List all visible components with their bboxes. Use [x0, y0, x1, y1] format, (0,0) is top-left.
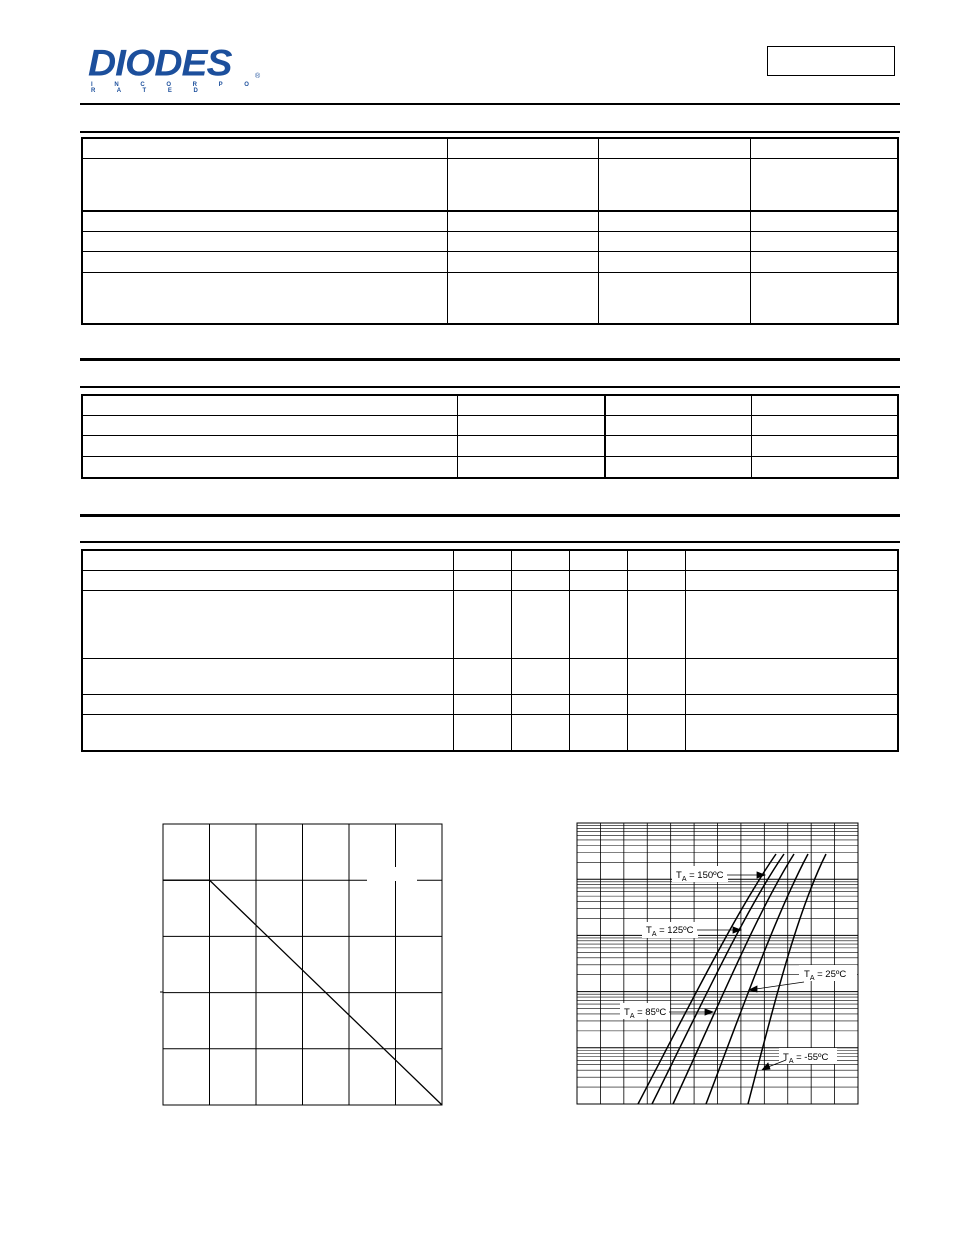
logo-wordmark: DIODES [88, 43, 232, 84]
table-row [83, 232, 898, 252]
table-cell [599, 252, 751, 273]
label-ta-85: $T_A$ = 85ºC [624, 1007, 667, 1020]
table-cell [570, 695, 628, 715]
table-cell [83, 551, 454, 571]
logo-subtext: I N C O R P O R A T E D [91, 82, 259, 94]
label-ta-minus55: $T_A$ = -55ºC [783, 1052, 829, 1065]
table-cell [83, 591, 454, 659]
table-cell [599, 232, 751, 252]
table-row [83, 436, 898, 457]
table-cell [512, 715, 570, 751]
logo-registered-mark: ® [255, 73, 261, 80]
table-cell [570, 715, 628, 751]
table-cell [605, 436, 752, 457]
derating-chart [160, 822, 445, 1108]
table-cell [512, 551, 570, 571]
table-cell [628, 695, 686, 715]
table-cell [599, 273, 751, 324]
diodes-logo [88, 43, 263, 94]
table-cell [454, 715, 512, 751]
table-cell [686, 591, 898, 659]
table-cell [751, 211, 898, 232]
table-cell [83, 436, 458, 457]
label-ta-125: $T_A$ = 125ºC [646, 925, 694, 938]
table-cell [686, 695, 898, 715]
table-row [83, 457, 898, 478]
table-cell [454, 591, 512, 659]
table-cell [83, 273, 448, 324]
table-cell [454, 659, 512, 695]
table-cell [628, 551, 686, 571]
label-ta-25: $T_A$ = 25ºC [804, 969, 847, 982]
section3-rule [80, 541, 900, 543]
table-row [83, 715, 898, 751]
table-cell [628, 659, 686, 695]
table-cell [83, 396, 458, 416]
table-cell [83, 211, 448, 232]
table-cell [512, 659, 570, 695]
table-row [83, 591, 898, 659]
section2-rule [80, 386, 900, 388]
table-cell [751, 139, 898, 159]
table-row [83, 659, 898, 695]
table-row [83, 273, 898, 324]
forward-characteristics-chart [576, 822, 861, 1106]
table-cell [752, 396, 898, 416]
table-cell [752, 416, 898, 436]
table-row [83, 416, 898, 436]
table-row [83, 695, 898, 715]
table-cell [628, 571, 686, 591]
table-cell [686, 659, 898, 695]
part-number-box [767, 46, 895, 76]
table-row [83, 139, 898, 159]
table-section2 [82, 395, 898, 478]
table-cell [454, 695, 512, 715]
section3-top-rule [80, 514, 900, 517]
label-ta-150: $T_A$ = 150ºC [676, 870, 724, 883]
table-cell [752, 436, 898, 457]
table-cell [570, 571, 628, 591]
table-cell [448, 211, 599, 232]
table-row [83, 159, 898, 211]
table-cell [448, 139, 599, 159]
table-cell [83, 659, 454, 695]
table-cell [454, 571, 512, 591]
table-cell [512, 591, 570, 659]
table-row [83, 551, 898, 571]
table-cell [599, 139, 751, 159]
chart1-grid [163, 824, 442, 1105]
table-cell [599, 211, 751, 232]
table-cell [458, 416, 606, 436]
table-cell [458, 457, 606, 478]
header-rule [80, 103, 900, 105]
table-cell [458, 396, 606, 416]
table-cell [454, 551, 512, 571]
table-cell [512, 695, 570, 715]
table-cell [605, 396, 752, 416]
table-cell [83, 416, 458, 436]
table-cell [751, 273, 898, 324]
table-cell [605, 416, 752, 436]
table-cell [570, 551, 628, 571]
table-cell [751, 232, 898, 252]
table-cell [686, 551, 898, 571]
table-cell [570, 659, 628, 695]
section1-rule [80, 131, 900, 133]
table-section1 [82, 138, 898, 324]
table-cell [448, 159, 599, 211]
table-cell [751, 159, 898, 211]
chart1-label-mask [367, 867, 417, 881]
table-cell [628, 715, 686, 751]
table-cell [628, 591, 686, 659]
table-cell [458, 436, 606, 457]
table-cell [83, 715, 454, 751]
table-section3 [82, 550, 898, 751]
table-cell [83, 159, 448, 211]
table-cell [570, 591, 628, 659]
table-cell [751, 252, 898, 273]
table-row [83, 571, 898, 591]
table-cell [752, 457, 898, 478]
table-cell [686, 715, 898, 751]
table-cell [512, 571, 570, 591]
table-cell [83, 457, 458, 478]
table-cell [599, 159, 751, 211]
table-cell [448, 232, 599, 252]
table-cell [83, 252, 448, 273]
table-cell [605, 457, 752, 478]
table-row [83, 396, 898, 416]
table-cell [83, 139, 448, 159]
table-cell [448, 252, 599, 273]
table-cell [83, 571, 454, 591]
section2-top-rule [80, 358, 900, 361]
table-cell [83, 232, 448, 252]
table-row [83, 211, 898, 232]
table-cell [448, 273, 599, 324]
table-cell [686, 571, 898, 591]
table-row [83, 252, 898, 273]
table-cell [83, 695, 454, 715]
